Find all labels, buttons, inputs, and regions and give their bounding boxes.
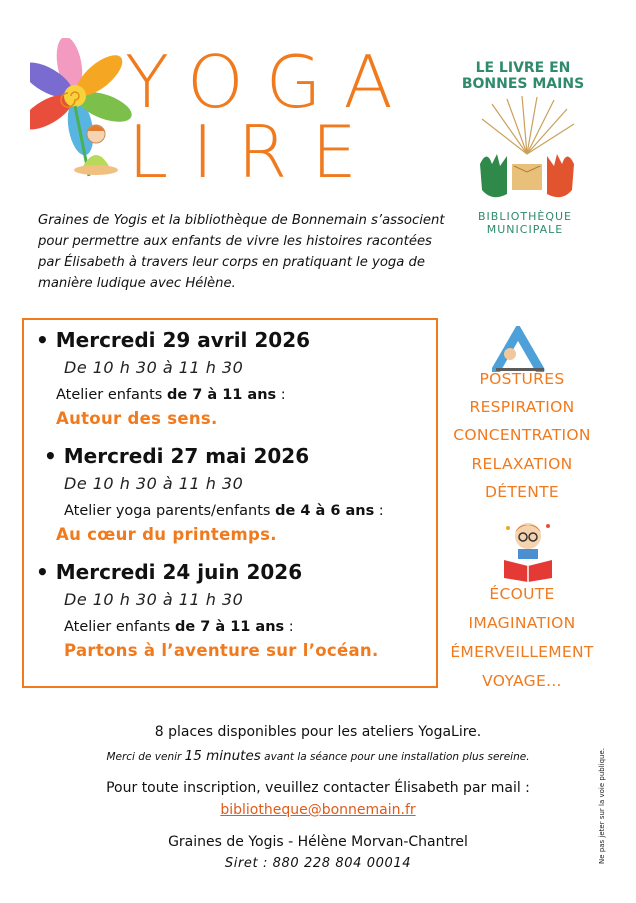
keyword-5: DÉTENTE <box>485 483 559 501</box>
session-theme: Partons à l’aventure sur l’océan. <box>64 641 379 660</box>
session-date: • Mercredi 29 avril 2026 <box>36 328 311 352</box>
sessions-box <box>22 318 438 688</box>
session-time: De 10 h 30 à 11 h 30 <box>64 358 244 377</box>
session-theme: Au cœur du printemps. <box>56 525 277 544</box>
session-time: De 10 h 30 à 11 h 30 <box>64 590 244 609</box>
email-link-wrap <box>0 802 636 818</box>
flower-child-illustration <box>30 38 135 178</box>
yoga-pose-icon <box>492 326 554 372</box>
session-time: De 10 h 30 à 11 h 30 <box>64 474 244 493</box>
session-atelier: Atelier yoga parents/enfants de 4 à 6 ans : <box>64 503 384 519</box>
session-2 <box>44 444 444 544</box>
recycling-note: Ne pas jeter sur la voie publique. <box>598 748 606 864</box>
keyword-1: POSTURES <box>479 370 565 388</box>
keyword-3: CONCENTRATION <box>453 426 591 444</box>
logo-bottom-text: BIBLIOTHÈQUE MUNICIPALE <box>478 210 572 236</box>
siret-number: Siret : 880 228 804 00014 <box>224 856 412 871</box>
hands-books-icon <box>462 94 592 209</box>
contact-text: Pour toute inscription, veuillez contacter Élisabeth par mail : <box>106 780 530 796</box>
session-date: • Mercredi 24 juin 2026 <box>36 560 303 584</box>
title-lire: LIRE <box>128 110 381 194</box>
keyword-6: ÉCOUTE <box>489 585 555 603</box>
title-yoga: YOGA <box>125 40 415 124</box>
session-theme: Autour des sens. <box>56 409 218 428</box>
session-1 <box>36 328 436 428</box>
keyword-8: ÉMERVEILLEMENT <box>450 643 594 661</box>
arrival-note: Merci de venir 15 minutes avant la séance pour une installation plus sereine. <box>106 748 530 764</box>
library-logo <box>440 60 610 250</box>
organization-name: Graines de Yogis - Hélène Morvan-Chantrel <box>168 834 468 850</box>
keyword-7: IMAGINATION <box>468 614 576 632</box>
session-atelier: Atelier enfants de 7 à 11 ans : <box>64 619 294 635</box>
keyword-4: RELAXATION <box>471 455 573 473</box>
intro-text: Graines de Yogis et la bibliothèque de Bonnemain s’associent pour permettre aux enfants de vivre les histoires racontées par Élisabeth à travers leur corps en pratiquant le yoga de manière ludique avec Hélène. <box>38 213 445 291</box>
child-reading-icon <box>500 516 556 582</box>
keyword-2: RESPIRATION <box>469 398 575 416</box>
logo-top-text: LE LIVRE EN BONNES MAINS <box>461 60 585 92</box>
email-link[interactable]: bibliotheque@bonnemain.fr <box>220 802 416 818</box>
places-text: 8 places disponibles pour les ateliers YogaLire. <box>154 724 482 740</box>
session-atelier: Atelier enfants de 7 à 11 ans : <box>56 387 286 403</box>
keyword-9: VOYAGE… <box>482 672 562 690</box>
session-date: • Mercredi 27 mai 2026 <box>44 444 310 468</box>
session-3 <box>36 560 436 660</box>
